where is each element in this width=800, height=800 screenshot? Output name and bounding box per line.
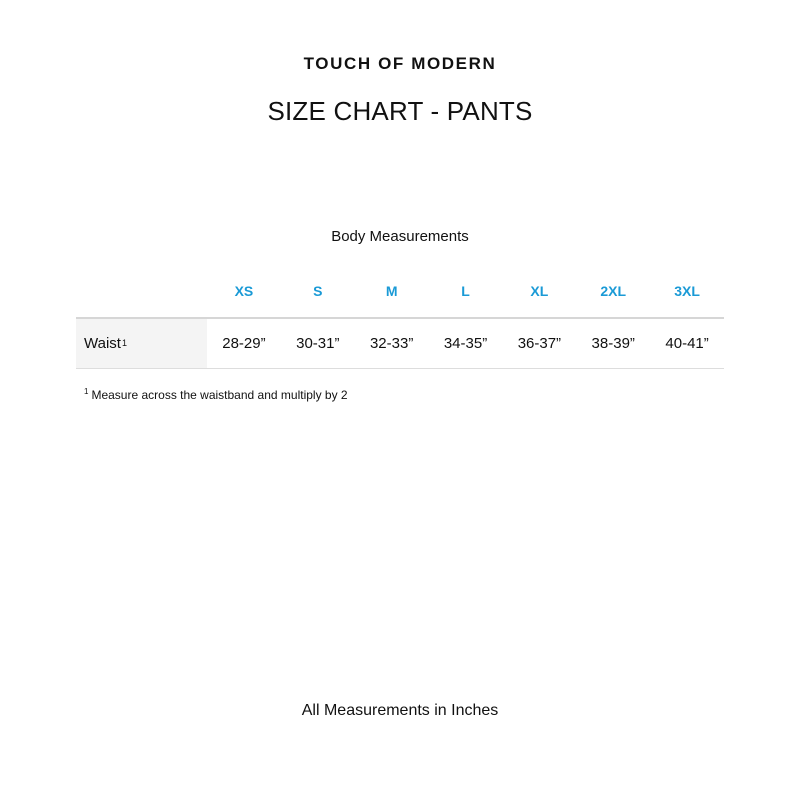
- size-header-row: [207, 283, 724, 305]
- table-row-waist: [76, 319, 724, 368]
- footnote: [84, 387, 348, 402]
- size-header-m: M: [385, 283, 398, 299]
- waist-value-m: 32-33”: [369, 335, 414, 352]
- size-header-3xl: 3XL: [674, 283, 700, 299]
- size-header-xs: XS: [234, 283, 254, 299]
- waist-value-xl: 36-37”: [517, 335, 562, 352]
- units-note: All Measurements in Inches: [301, 702, 499, 719]
- brand-logo: TOUCH OF MODERN: [303, 54, 497, 73]
- page-title: SIZE CHART - PANTS: [267, 96, 533, 126]
- waist-value-xs: 28-29”: [222, 335, 266, 352]
- table-bottom-divider: [76, 368, 724, 369]
- row-values: [207, 319, 724, 368]
- footnote-marker: 1: [84, 387, 89, 396]
- row-label-cell: [76, 319, 207, 368]
- size-header-2xl: 2XL: [600, 283, 627, 299]
- size-header-l: L: [461, 283, 470, 299]
- size-header-s: S: [313, 283, 323, 299]
- size-header-xl: XL: [530, 283, 549, 299]
- footnote-text: Measure across the waistband and multiply by 2: [91, 388, 348, 402]
- waist-value-s: 30-31”: [296, 335, 340, 352]
- waist-value-l: 34-35”: [443, 335, 488, 352]
- waist-value-2xl: 38-39”: [591, 335, 635, 352]
- table-caption: Body Measurements: [331, 228, 469, 245]
- row-label: Waist: [84, 335, 121, 352]
- row-label-footnote-marker: 1: [121, 337, 127, 348]
- waist-value-3xl: 40-41”: [665, 335, 709, 352]
